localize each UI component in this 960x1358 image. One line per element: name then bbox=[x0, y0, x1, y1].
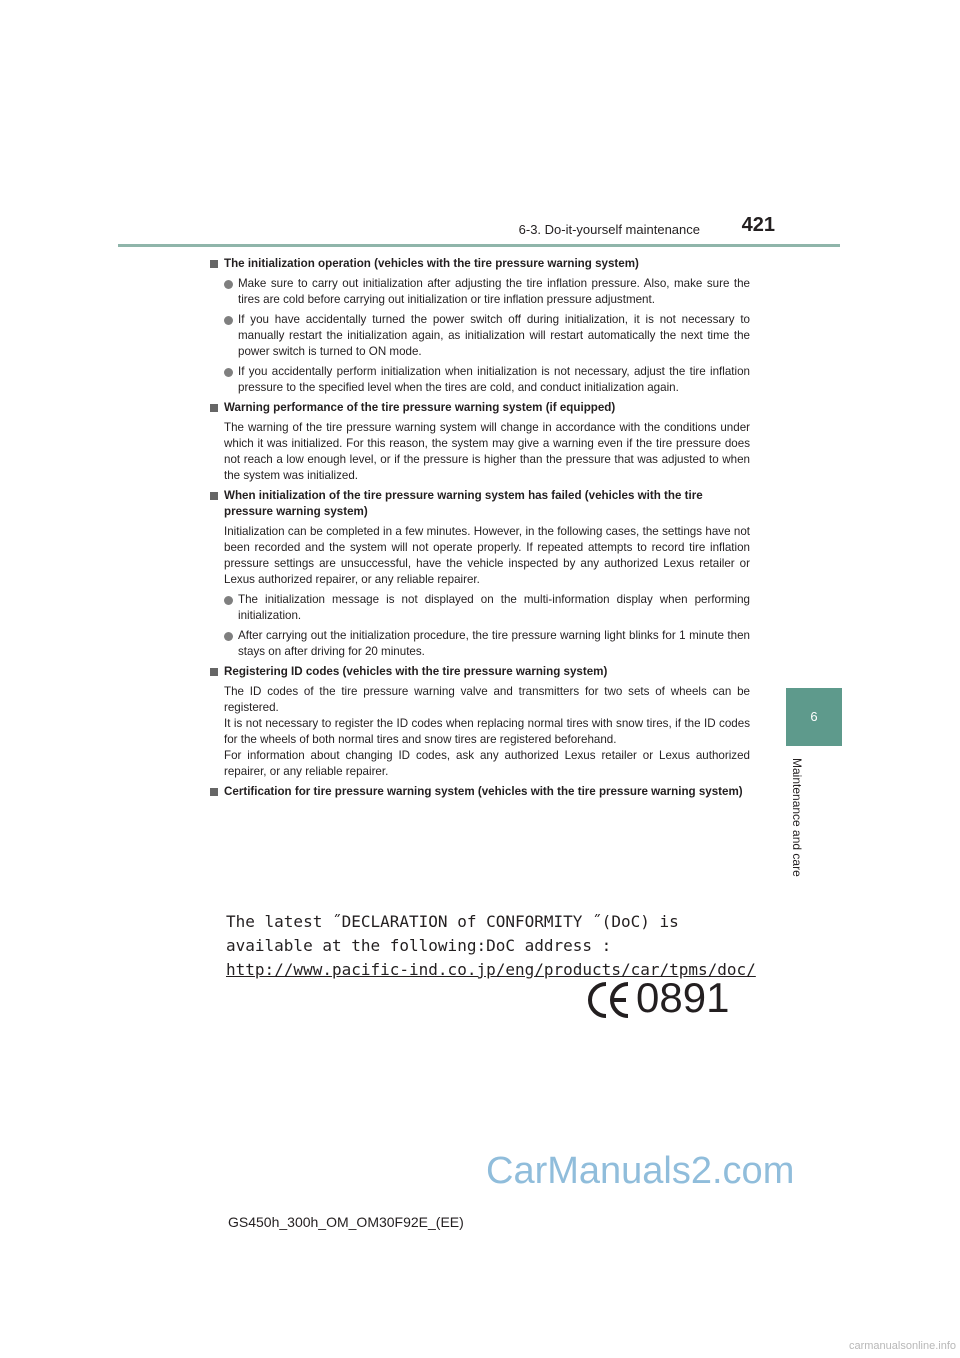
circle-bullet-icon bbox=[224, 368, 233, 377]
section-title: 6-3. Do-it-yourself maintenance bbox=[518, 222, 700, 237]
square-bullet-icon bbox=[210, 668, 218, 676]
square-bullet-icon bbox=[210, 404, 218, 412]
section-certification bbox=[210, 784, 750, 800]
doc-notice-line: The latest ˝DECLARATION of CONFORMITY ˝(DoC) is bbox=[226, 912, 679, 931]
circle-bullet-icon bbox=[224, 596, 233, 605]
body-text bbox=[210, 256, 750, 804]
header-rule bbox=[118, 244, 840, 247]
section-initialization-failed bbox=[210, 488, 750, 660]
section-heading: Warning performance of the tire pressure warning system (if equipped) bbox=[210, 400, 750, 416]
footer-site: carmanualsonline.info bbox=[848, 1340, 956, 1352]
paragraph: It is not necessary to register the ID codes when replacing normal tires with snow tires, if the ID codes for the wheels of both normal tires and snow tires are registered beforehand. bbox=[224, 717, 750, 746]
page-number: 421 bbox=[741, 214, 775, 236]
paragraph: The ID codes of the tire pressure warning valve and transmitters for two sets of wheels can be registered. bbox=[224, 685, 750, 714]
list-item: If you have accidentally turned the power switch off during initialization, it is not necessary to manually restart the initialization again, as initialization will restart automatically the next time the power switch is turned to ON mode. bbox=[210, 312, 750, 360]
ce-number: 0891 bbox=[636, 974, 730, 1021]
watermark-logo: CarManuals2.com bbox=[486, 1150, 795, 1192]
ce-mark bbox=[588, 976, 768, 1026]
doc-notice-line: available at the following:DoC address : bbox=[226, 936, 612, 955]
list-item: If you accidentally perform initialization when initialization is not necessary, adjust the tire inflation pressure to the specified level when the tires are cold, and conduct initialization again. bbox=[210, 364, 750, 396]
paragraph: Initialization can be completed in a few minutes. However, in the following cases, the settings have not been recorded and the system will not operate properly. If repeated attempts to record tire inflation pressure settings are unsuccessful, have the vehicle inspected by any authorized Lexus retailer or Lexus authorized repairer, or any reliable repairer. bbox=[224, 525, 750, 586]
section-heading: Registering ID codes (vehicles with the tire pressure warning system) bbox=[210, 664, 750, 680]
square-bullet-icon bbox=[210, 492, 218, 500]
paragraph: For information about changing ID codes, ask any authorized Lexus retailer or Lexus authorized repairer, or any reliable repairer. bbox=[224, 749, 750, 778]
section-initialization bbox=[210, 256, 750, 396]
circle-bullet-icon bbox=[224, 280, 233, 289]
section-heading: Certification for tire pressure warning system (vehicles with the tire pressure warning system) bbox=[210, 784, 750, 800]
paragraph: The warning of the tire pressure warning system will change in accordance with the conditions under which it was initialized. For this reason, the system may give a warning even if the tire pressure does not reach a low enough level, or if the pressure is higher than the pressure that was adjusted to when the system was initialized. bbox=[224, 421, 750, 482]
section-heading: The initialization operation (vehicles with the tire pressure warning system) bbox=[210, 256, 750, 272]
square-bullet-icon bbox=[210, 788, 218, 796]
chapter-label: Maintenance and care bbox=[790, 758, 804, 877]
ce-logo-icon bbox=[588, 980, 632, 1020]
square-bullet-icon bbox=[210, 260, 218, 268]
list-item: Make sure to carry out initialization after adjusting the tire inflation pressure. Also, make sure the tires are cold before carrying out initialization or tire inflation pressure adjustment. bbox=[210, 276, 750, 308]
section-warning-performance bbox=[210, 400, 750, 484]
section-heading: When initialization of the tire pressure warning system has failed (vehicles with the tire pressure warning system) bbox=[210, 488, 750, 520]
list-item: The initialization message is not displayed on the multi-information display when performing initialization. bbox=[210, 592, 750, 624]
circle-bullet-icon bbox=[224, 632, 233, 641]
list-item: After carrying out the initialization procedure, the tire pressure warning light blinks for 1 minute then stays on after driving for 20 minutes. bbox=[210, 628, 750, 660]
section-registering-id-codes bbox=[210, 664, 750, 780]
footer-manual-code: GS450h_300h_OM_OM30F92E_(EE) bbox=[228, 1214, 464, 1230]
doc-notice bbox=[226, 910, 766, 982]
chapter-tab[interactable]: 6 bbox=[786, 688, 842, 746]
circle-bullet-icon bbox=[224, 316, 233, 325]
doc-url-link[interactable]: http://www.pacific-ind.co.jp/eng/products/car/tpms/doc/ bbox=[226, 960, 756, 979]
